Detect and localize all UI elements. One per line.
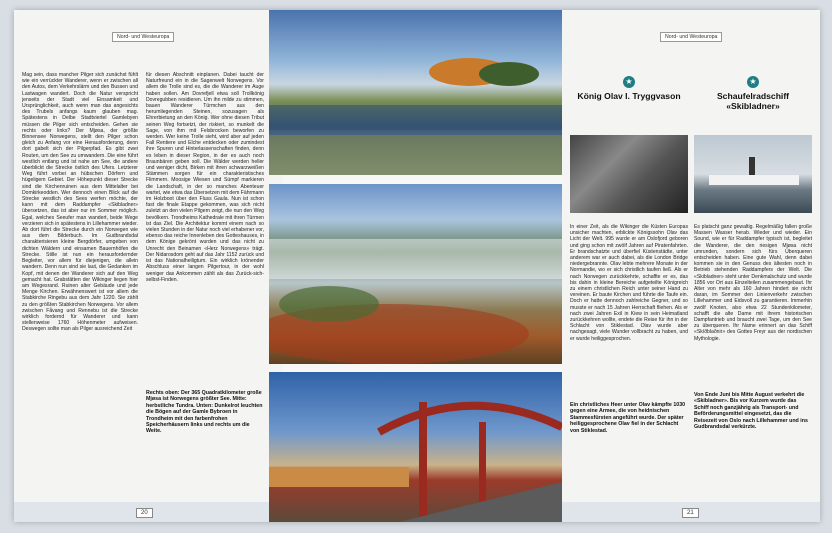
skibladner-text: Es platscht ganz gewaltig. Regelmäßig fallen große Massen Wasser herab. Wieder und wieder. Ein Sound, wie er für Raddampfer typisch ist, begleitet die Wanderer, die den riesigen Mjøsa nicht umrunden, sondern sich fürs Überqueren entscheiden haben. Eine gute Wahl, denn dabei kommen sie in den Genuss des ältesten noch in Betrieb stehenden Raddampfers der Welt. Die «Skibladner» steht unter Denkmalschutz und wurde 1856 vor Ort aus Einzelteilen zusammengebaut. Ihr Alter von mehr als 160 Jahren hindert sie nicht daran, im Sommer den Linienverkehr zwischen Lillehammer und Eidsvoll zu garantieren. Immerhin zwölf Knoten, also etwa 22 Stundenkilometer, schafft die alte Dame mit ihrem historischen Dampfantrieb und braucht zwei Tage, um den See zu überqueren. Ihr Name erinnert an das Schiff «Skíðblaðnir» des Gottes Freyr aus der nordischen Mythologie. xyxy=(694,224,812,342)
page-number-right: 21 xyxy=(682,508,699,518)
lake-mjosa-photo xyxy=(269,10,562,175)
steamship-photo xyxy=(694,135,812,213)
left-text-column-2: für diesen Abschnitt einplanen. Dabei taucht der Naturfreund ein in die Sagenwelt Norwegens. Vor allem die Trolle sind es, die die Wanderer im Auge haben sollen. Am Dovrefjell etwa soll Trollkönig Dovregubben residieren. Um ihn milde zu stimmen, bauen Wanderer Türmchen aus den herumliegenden Steinen, sozusagen als Ehrerbietung an den König. Wer ohne diesen Tribut seinen Weg fortsetzt, der riskiert, so munkelt die Sage, von ihm mit Felsbrocken beworfen zu werden. Wer keine Trolle sieht, wird aber auf jeden Fall Rentiere und Elche entdecken oder zumindest ihre Spuren und Hinterlassenschaften finden, denn es leben in dieser Region, in der es auch noch Braunbären geben soll. Die Wälder werden heller und weniger dicht, Birken mit ihren schwarzweißen Stämmen sorgen für ein charakteristisches Flimmern. Moosige Wiesen und Sümpf markieren die Landschaft, in der so manches Abenteuer wartet, wie etwa das Übersetzen mit dem Fährmann im Holzboot über den Fluss Gaula. Nun ist schon fast die finale Etappe gekommen, was sich nicht zuletzt an den vielen Pilgern zeigt, die nun den Weg bevölkern. Trondheims Kathedrale mit ihren Türmen ist das Ziel. Die Architektur kommt einem nach so vielen Stunden in der Natur noch viel erhabener vor, ebenso das reiche Innenleben des Gotteshauses, in dem Könige gekrönt wurden und das nicht zu Unrecht den Beinamen «Herz Norwegens» trägt. Der Nidarosdom geht auf das Jahr 1152 zurück und ist das Nationalheiligtum. Ein wirklich krönender Abschluss einer langen Pilgertour, in der wohl weniger das Ankommen zählt als das Zurück-sich-selbst-Finden. xyxy=(146,72,264,283)
skibladner-caption: Von Ende Juni bis Mitte August verkehrt die «Skibladner». Bis vor Kurzem wurde das Schiff noch ganzjährig als Transport- und Beförderungsmittel eingesetzt, das die Reisezeit von Oslo nach Lillehammer und ins Gudbrandsdal verkürzte. xyxy=(694,392,808,431)
olav-caption: Ein christliches Heer unter Olav kämpfte 1030 gegen eine Armee, die von heidnischen Stammesfürsten angeführt wurde. Der später heiliggesprochene Olav fiel in der Schlacht von Stiklestad. xyxy=(570,402,686,434)
heading-skibladner-line1: Schaufelradschiff xyxy=(716,91,790,101)
section-tag-right: Nord- und Westeuropa xyxy=(660,32,722,42)
star-icon: ★ xyxy=(747,76,759,88)
photo-column xyxy=(269,10,562,522)
battle-illustration xyxy=(570,135,688,213)
heading-skibladner xyxy=(694,92,812,111)
left-page xyxy=(14,10,283,522)
tundra-photo xyxy=(269,184,562,364)
star-icon: ★ xyxy=(623,76,635,88)
heading-olav: König Olav I. Tryggvason xyxy=(577,91,681,101)
heading-skibladner-line2: «Skibladner» xyxy=(726,100,780,111)
olav-text: In einer Zeit, als die Wikinger die Küsten Europas unsicher machten, erblickte Königssohn Olav das Licht der Welt. 995 wurde er am Oslofjord geboren und ging schon mit zwölf Jahren auf Piratenfahrten. Er brandschatzte und überfiel Küstenstädte, unter anderem war er auch dabei, als die London Bridge niedergebrannte. Olav lebte mehrere Monate in der Normandie, wo er sich christlich taufen ließ. Als er nach Norwegen zurückkehrte, schaffte er es, das bis dahin in kleine Bereiche aufgeteilte Königreich zu einem christlichen Reich unter seiner Hand zu vereinen. Er baute Kirchen und führte die Taufe ein. Doch er hatte dennoch zahlreiche Gegner, und so musste er nach 15 Jahren Herrschaft fliehen. Als er nach zwei Jahren Exil in Kiew in sein Heimatland zurückkehren wollte, endete die Reise für ihn in der Schlacht von Stiklestad. Olav wurde aber nachgesagt, viele Wunder vollbracht zu haben, und er wurde heiliggesprochen. xyxy=(570,224,688,342)
gamle-bybroen-photo xyxy=(269,372,562,522)
page-number-left: 20 xyxy=(136,508,153,518)
right-page xyxy=(562,10,820,522)
left-text-column-1: Mag sein, dass mancher Pilger sich zunächst fühlt wie ein verrückter Wanderer, wenn er zwischen all den Autos, dem Verkehrslärm und den Bussen und Lastwagen wandert. Doch die Natur verspricht jenseits der Stadt viel Einsamkeit und Ursprünglichkeit, auch wenn man das angesichts des Trubels anfangs kaum glauben mag. Spätestens in Delbe Stadtviertel Gamlebyen müssen die Pilger sich entscheiden. Gehen sie rechts oder links? Der Mjøsa, der größte Binnensee Norwegens, stellt den Pilger schon gleich zu Anfang vor eine Herausforderung, denn dort gabelt sich der Pilgerpfad. Es gibt zwei Routen, um den See zu umwandern. Die eine führt westlich entlang und ist nahe am See, die andere überblickt die Strecke östlich des Ufers. Letzterer Weg führt vorbei an hübschen Dörfern und hügeligem Gebiet. Der Höhepunkt dieser Strecke sind die Kirchenruinen aus dem Mittelalter bei Domkirkeodden. Wer dennoch einen Blick auf die Strecke westlich des Sees werfen möchte, der kann mit dem Raddampfer «Skibladner» übersetzen, das ist aber nur im Sommer möglich. Egal, welches Seeufer man wandert, beide Wege verzieren sich in spätestens in Lillehammer wieder. Ab dort führt die Strecke durch ein Norwegen wie aus dem Bilderbuch. Im Gudbrandsdal charakterisieren kleine Bergdörfer, umgeben von dichten Wäldern und einsamen Bauernhöfen die Strecke. Stille ist nun ein herausfordernder Begleiter, vor allem für diejenigen, die allein wandern. Denn nun sind sie laut, die Gedanken im Kopf, mit denen der Wanderer sich auf den Weg gemacht hat. Grabstätten der Wikinger liegen hier am Wegesrand. Ruinen alter Gebäude und jede Menge Kirchen. Erwähnenswert ist vor allem die Stabkirche Ringebu aus dem Jahr 1220. Sie zählt zu den größten Stabkirchen Norwegens. Vor allem zwischen Fåvang und Rennebu ist die Strecke wirklich fordernd für Wanderer und kann stellenweise 1760 Höhenmeter aufweisen. Deswegen sollte man als Pilger ausreichend Zeit xyxy=(22,72,138,333)
left-photo-caption: Rechts oben: Der 365 Quadratkilometer große Mjøsa ist Norwegens größter See. Mitte: herbstliche Tundra. Unten: Dunkelrot leuchten die Bögen auf der Gamle Bybroen in Trondheim mit den farbenfrohen Speicherhäusern links und rechts um die Weite. xyxy=(146,390,263,435)
magazine-spread xyxy=(14,10,820,522)
section-tag-left: Nord- und Westeuropa xyxy=(112,32,174,42)
